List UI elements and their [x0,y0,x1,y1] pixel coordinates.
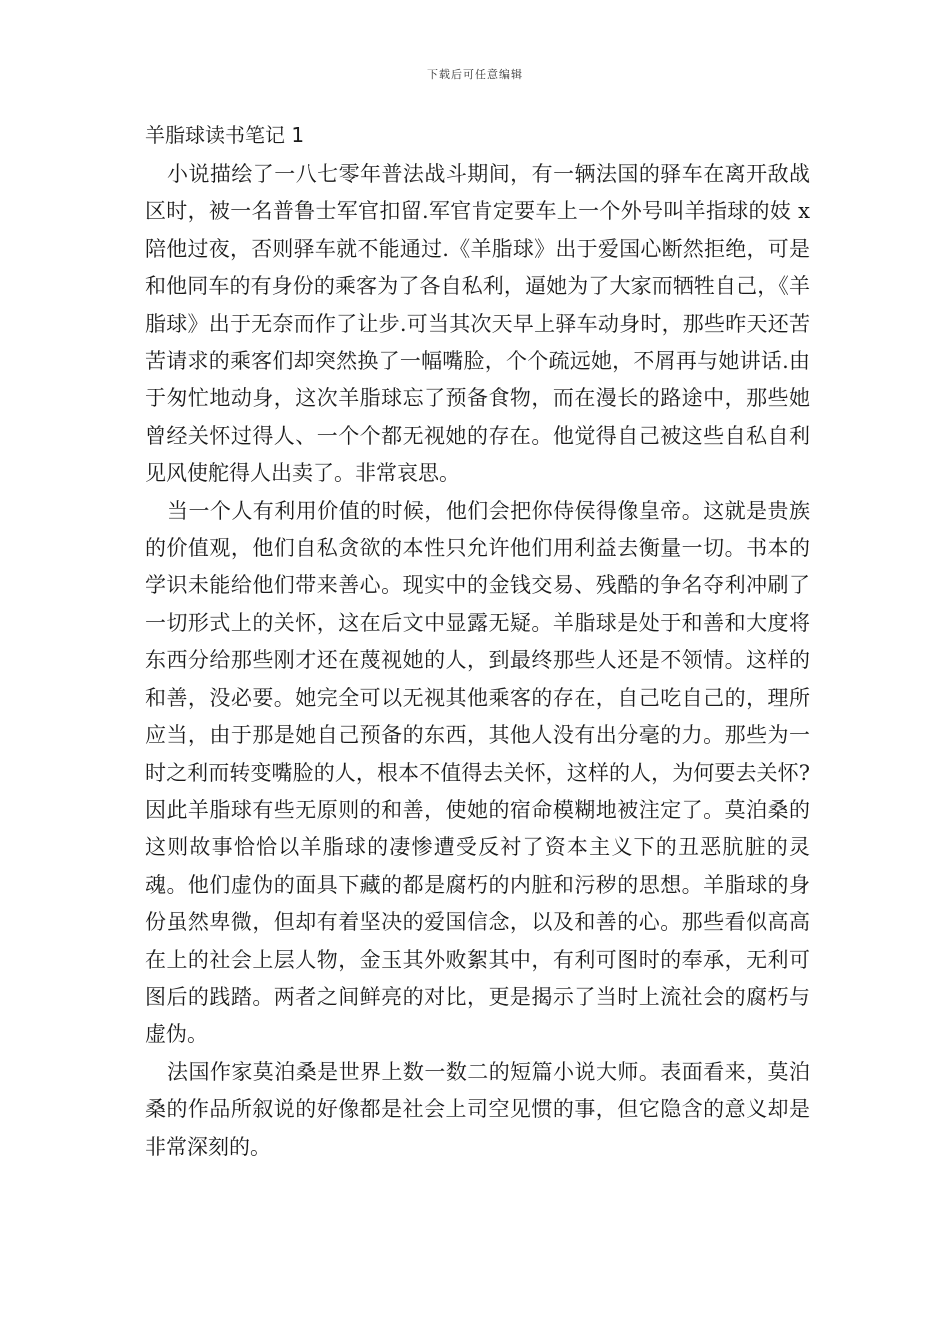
paragraph-2: 当一个人有利用价值的时候，他们会把你侍侯得像皇帝。这就是贵族的价值观，他们自私贪欲的本性只允许他们用利益去衡量一切。书本的学识未能给他们带来善心。现实中的金钱交易、残酷的争名夺利冲刷了一切形式上的关怀，这在后文中显露无疑。羊脂球是处于和善和大度将东西分给那些刚才还在蔑视她的人，到最终那些人还是不领情。这样的和善，没必要。她完全可以无视其他乘客的存在，自己吃自己的，理所应当，由于那是她自己预备的东西，其他人没有出分毫的力。那些为一时之利而转变嘴脸的人，根本不值得去关怀，这样的人，为何要去关怀?因此羊脂球有些无原则的和善，使她的宿命模糊地被注定了。莫泊桑的这则故事恰恰以羊脂球的凄惨遭受反衬了资本主义下的丑恶肮脏的灵魂。他们虚伪的面具下藏的都是腐朽的内脏和污秽的思想。羊脂球的身份虽然卑微，但却有着坚决的爱国信念，以及和善的心。那些看似高高在上的社会上层人物，金玉其外败絮其中，有利可图时的奉承，无利可图后的践踏。两者之间鲜亮的对比，更是揭示了当时上流社会的腐朽与虚伪。 [145,498,810,1047]
paragraph-3: 法国作家莫泊桑是世界上数一数二的短篇小说大师。表面看来，莫泊桑的作品所叙说的好像都是社会上司空见惯的事，但它隐含的意义却是非常深刻的。 [145,1059,810,1159]
document-body [145,116,810,1166]
document-title: 羊脂球读书笔记 1 [145,123,305,147]
header-note: 下载后可任意编辑 [427,68,523,81]
paragraph-1: 小说描绘了一八七零年普法战斗期间，有一辆法国的驿车在离开敌战区时，被一名普鲁士军官扣留.军官肯定要车上一个外号叫羊指球的妓 x 陪他过夜，否则驿车就不能通过.《羊脂球》出于爱国心断然拒绝，可是和他同车的有身份的乘客为了各自私利，逼她为了大家而牺牲自己，《羊脂球》出于无奈而作了让步.可当其次天早上驿车动身时，那些昨天还苦苦请求的乘客们却突然换了一幅嘴脸，个个疏远她，不屑再与她讲话.由于匆忙地动身，这次羊脂球忘了预备食物，而在漫长的路途中，那些她曾经关怀过得人、一个个都无视她的存在。他觉得自己被这些自私自利见风使舵得人出卖了。非常哀思。 [145,162,810,486]
